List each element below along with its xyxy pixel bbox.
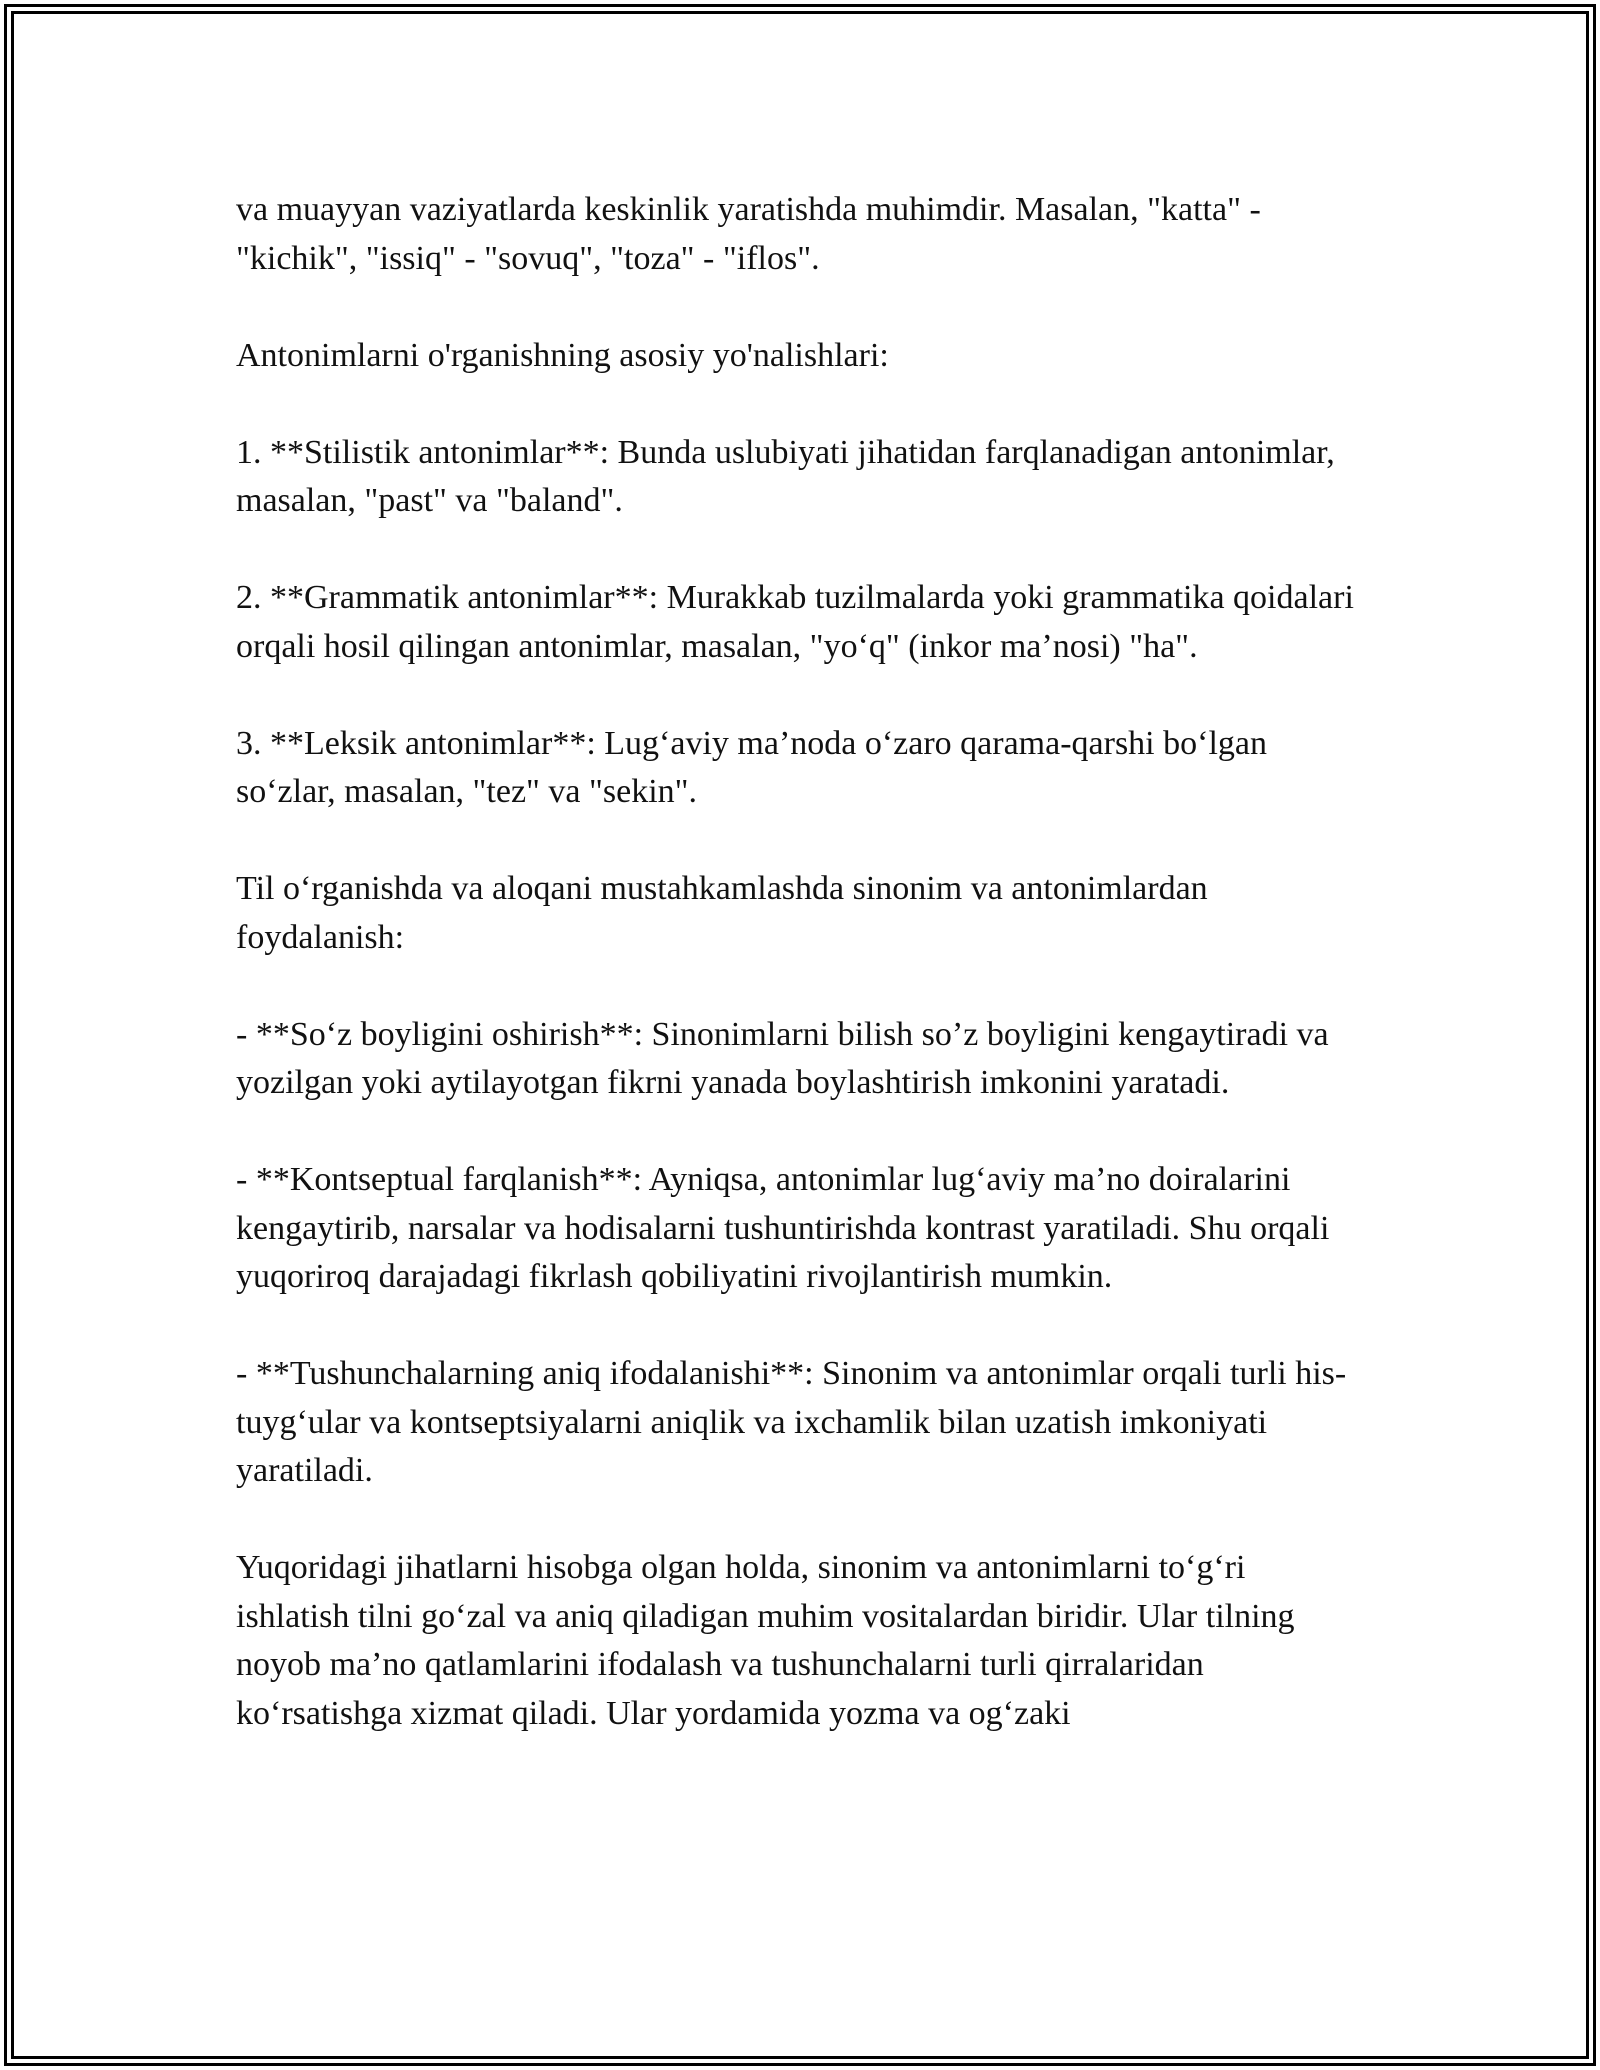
document-body — [236, 186, 1366, 1738]
list-item-grammatical-antonyms: 2. **Grammatik antonimlar**: Murakkab tuzilmalarda yoki grammatika qoidalari orqali hosil qilingan antonimlar, masalan, "yo‘q" (inkor ma’nosi) "ha". — [236, 579, 1354, 665]
paragraph-intro-examples: va muayyan vaziyatlarda keskinlik yaratishda muhimdir. Masalan, "katta" - "kichik", "issiq" - "sovuq", "toza" - "iflos". — [236, 191, 1261, 277]
list-item-stylistic-antonyms: 1. **Stilistik antonimlar**: Bunda uslubiyati jihatidan farqlanadigan antonimlar, masalan, "past" va "baland". — [236, 433, 1335, 519]
paragraph-conclusion: Yuqoridagi jihatlarni hisobga olgan holda, sinonim va antonimlarni to‘g‘ri ishlatish tilni go‘zal va aniq qiladigan muhim vositalardan biridir. Ular tilning noyob ma’no qatlamlarini ifodalash va tushunchalarni turli qirralaridan ko‘rsatishga xizmat qiladi. Ular yordamida yozma va og‘zaki — [236, 1549, 1295, 1732]
list-item-lexical-antonyms: 3. **Leksik antonimlar**: Lug‘aviy ma’noda o‘zaro qarama-qarshi bo‘lgan so‘zlar, masalan, "tez" va "sekin". — [236, 724, 1267, 810]
paragraph-usage-heading: Til o‘rganishda va aloqani mustahkamlashda sinonim va antonimlardan foydalanish: — [236, 870, 1208, 956]
bullet-vocabulary-growth: - **So‘z boyligini oshirish**: Sinonimlarni bilish so’z boyligini kengaytiradi va yozilgan yoki aytilayotgan fikrni yanada boylashtirish imkonini yaratadi. — [236, 1015, 1329, 1101]
bullet-conceptual-distinction: - **Kontseptual farqlanish**: Ayniqsa, antonimlar lug‘aviy ma’no doiralarini kengaytirib, narsalar va hodisalarni tushuntirishda kontrast yaratiladi. Shu orqali yuqoriroq darajadagi fikrlash qobiliyatini rivojlantirish mumkin. — [236, 1161, 1330, 1295]
bullet-precise-expression: - **Tushunchalarning aniq ifodalanishi**: Sinonim va antonimlar orqali turli his-tuyg‘ular va kontseptsiyalarni aniqlik va ixchamlik bilan uzatish imkoniyati yaratiladi. — [236, 1355, 1347, 1489]
paragraph-directions-heading: Antonimlarni o'rganishning asosiy yo'nalishlari: — [236, 336, 889, 374]
